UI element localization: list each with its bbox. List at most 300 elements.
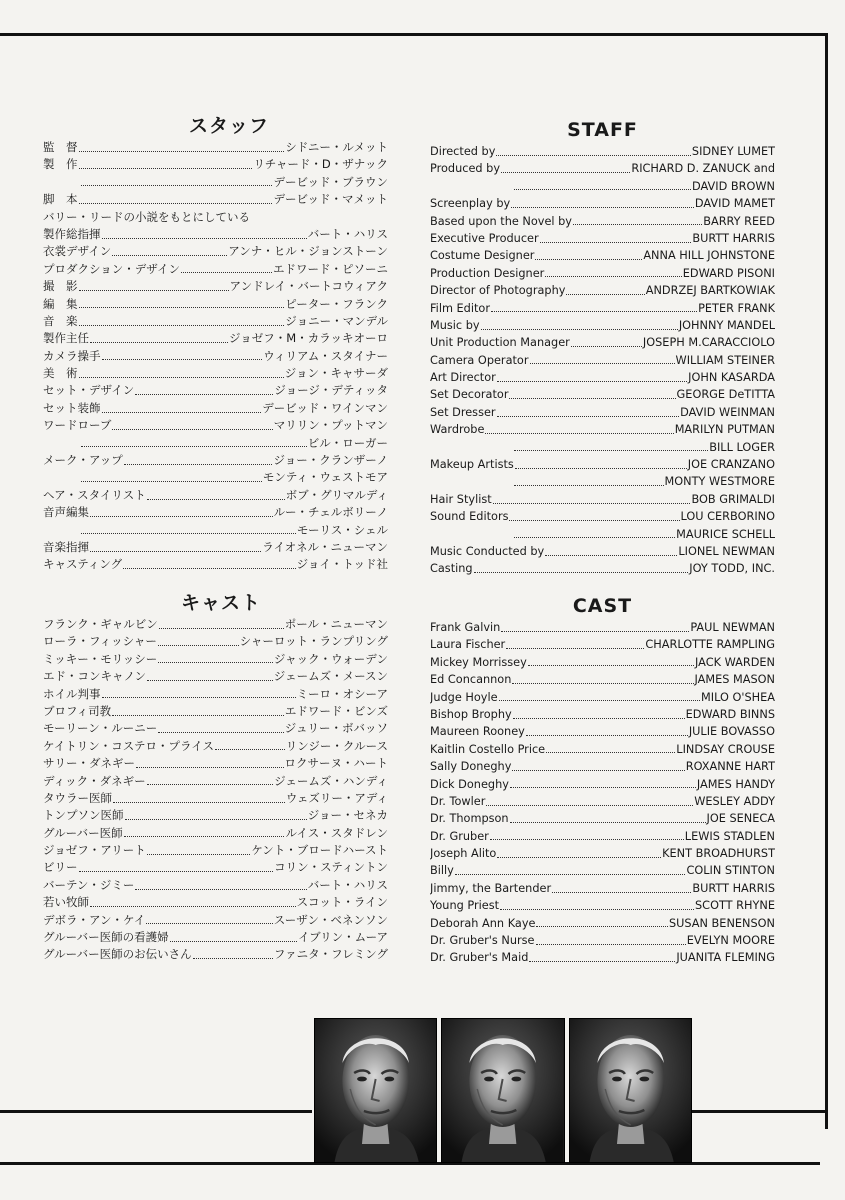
credit-row: [430, 247, 775, 264]
credit-row: [43, 261, 388, 278]
leader-dots: [123, 567, 295, 569]
credit-name: バート・ハリス: [307, 877, 388, 892]
leader-dots: [79, 324, 285, 326]
credit-name: LIONEL NEWMAN: [678, 544, 775, 558]
credit-name: ファニタ・フレミング: [273, 947, 388, 962]
credit-name: ANNA HILL JOHNSTONE: [643, 249, 775, 263]
credit-role: Costume Designer: [430, 249, 535, 263]
credit-role: Kaitlin Costello Price: [430, 742, 546, 756]
leader-dots: [170, 940, 297, 942]
leader-dots: [536, 925, 668, 927]
credit-name: ピーター・フランク: [285, 296, 388, 311]
credit-name: BARRY REED: [703, 214, 775, 228]
credit-name: JULIE BOVASSO: [688, 725, 775, 739]
credit-row: [43, 365, 388, 382]
leader-dots: [490, 838, 684, 840]
leader-dots: [90, 341, 228, 343]
credit-name: SCOTT RHYNE: [695, 899, 775, 913]
credit-role: Art Director: [430, 371, 496, 385]
credit-name: ポール・ニューマン: [284, 617, 388, 631]
credit-row: [43, 296, 388, 313]
credit-role: バリー・リードの小説をもとにしている: [43, 209, 250, 224]
credit-role: ケイトリン・コステロ・プライス: [43, 738, 215, 753]
leader-dots: [193, 957, 273, 959]
staff-jp-list: [43, 139, 388, 574]
leader-dots: [81, 184, 272, 186]
credit-name: ジョイ・トッド社: [296, 557, 388, 572]
cast-jp-heading: キャスト: [181, 592, 262, 614]
credit-role: Ed Concannon: [430, 673, 512, 687]
credit-row: [430, 317, 775, 334]
leader-dots: [147, 679, 273, 681]
credit-row: [430, 689, 775, 706]
leader-dots: [511, 206, 694, 208]
credit-name: モーリス・シェル: [296, 522, 388, 537]
credit-name: COLIN STINTON: [686, 864, 775, 878]
leader-dots: [125, 818, 307, 820]
credit-name: DAVID BROWN: [692, 179, 775, 193]
leader-dots: [112, 254, 227, 256]
leader-dots: [455, 873, 686, 875]
credit-name: DAVID WEINMAN: [680, 405, 775, 419]
credit-name: シャーロット・ランプリング: [239, 634, 388, 649]
leader-dots: [493, 502, 691, 504]
credit-row: [43, 504, 388, 521]
leader-dots: [79, 376, 284, 378]
credit-role: ディック・ダネギー: [43, 773, 146, 788]
credit-role: ワードローブ: [43, 418, 112, 433]
credit-row: [430, 526, 775, 543]
credit-row: [430, 723, 775, 740]
credit-role: 音 楽: [43, 313, 78, 328]
credit-name: JOSEPH M.CARACCIOLO: [642, 336, 775, 350]
staff-jp-heading: スタッフ: [189, 115, 270, 137]
credit-role: Young Priest: [430, 899, 500, 913]
credit-row: [43, 191, 388, 208]
credit-role: Wardrobe: [430, 423, 485, 437]
leader-dots: [146, 922, 273, 924]
staff-en-section: [430, 117, 775, 578]
credit-role: 製 作: [43, 157, 78, 172]
credit-row: [43, 738, 388, 755]
credit-row: [43, 894, 388, 911]
credit-role: Sally Doneghy: [430, 760, 512, 774]
credit-role: 音声編集: [43, 505, 89, 520]
credit-name: リンジー・クルース: [285, 738, 388, 753]
credit-row: [43, 877, 388, 894]
credit-name: ルー・チェルボリーノ: [273, 505, 388, 520]
leader-dots: [536, 943, 686, 945]
leader-dots: [529, 960, 675, 962]
credit-row: [43, 946, 388, 963]
credit-row: [43, 209, 388, 226]
credit-name: ライオネル・ニューマン: [262, 539, 388, 554]
leader-dots: [545, 275, 681, 277]
credit-row: [430, 230, 775, 247]
leader-dots: [81, 445, 307, 447]
credit-role: Film Editor: [430, 301, 490, 315]
credit-name: ジョニー・マンデル: [285, 313, 388, 328]
credit-role: Makeup Artists: [430, 458, 514, 472]
credit-row: [430, 828, 775, 845]
credit-name: JOHN KASARDA: [688, 371, 775, 385]
credit-row: [43, 417, 388, 434]
leader-dots: [485, 432, 673, 434]
credit-name: コリン・スティントン: [274, 860, 388, 875]
credit-role: バーテン・ジミー: [43, 877, 135, 892]
credit-role: Director of Photography: [430, 284, 566, 298]
credit-name: PETER FRANK: [698, 301, 775, 315]
credit-role: Set Dresser: [430, 405, 496, 419]
credit-name: ウィリアム・スタイナー: [263, 348, 388, 363]
leader-dots: [540, 241, 692, 243]
credit-role: Bishop Brophy: [430, 707, 512, 721]
credit-row: [43, 348, 388, 365]
credit-role: Based upon the Novel by: [430, 214, 572, 228]
leader-dots: [571, 345, 642, 347]
credit-row: [430, 636, 775, 653]
leader-dots: [113, 801, 285, 803]
credit-name: JACK WARDEN: [695, 655, 775, 669]
credit-role: カメラ操手: [43, 348, 101, 363]
credit-row: [430, 178, 775, 195]
credit-row: [430, 758, 775, 775]
leader-dots: [486, 804, 693, 806]
credit-role: ブロフィ司教: [43, 703, 112, 718]
credit-role: トンプソン医師: [43, 808, 124, 823]
leader-dots: [79, 289, 229, 291]
credit-row: [430, 706, 775, 723]
credit-role: ヘア・スタイリスト: [43, 487, 146, 502]
credit-role: 衣裳デザイン: [43, 244, 112, 259]
leader-dots: [515, 467, 687, 469]
leader-dots: [573, 223, 702, 225]
credit-name: デービッド・マメット: [273, 192, 388, 207]
credit-name: ジュリー・ボバッソ: [284, 721, 388, 736]
leader-dots: [102, 358, 263, 360]
credit-row: [43, 435, 388, 452]
leader-dots: [147, 783, 274, 785]
portrait-photo-1: [314, 1018, 437, 1163]
credit-name: RICHARD D. ZANUCK and: [631, 162, 775, 176]
leader-dots: [90, 905, 296, 907]
credit-role: グルーバー医師のお伝いさん: [43, 947, 192, 962]
credit-row: [43, 633, 388, 650]
credit-name: バート・ハリス: [307, 226, 388, 241]
leader-dots: [79, 306, 285, 308]
credit-name: イブリン・ムーア: [297, 930, 388, 945]
credit-row: [430, 793, 775, 810]
credit-name: MARILYN PUTMAN: [674, 423, 775, 437]
credit-name: MILO O'SHEA: [701, 690, 775, 704]
credit-role: 美 術: [43, 366, 78, 381]
credit-row: [430, 862, 775, 879]
credit-role: サリー・ダネギー: [43, 756, 135, 771]
credit-role: Dr. Thompson: [430, 812, 509, 826]
credit-name: WESLEY ADDY: [694, 794, 775, 808]
leader-dots: [79, 150, 285, 152]
credit-name: DAVID MAMET: [694, 197, 775, 211]
leader-dots: [500, 908, 694, 910]
leader-dots: [112, 714, 284, 716]
credit-name: ケント・ブロードハースト: [251, 843, 388, 858]
leader-dots: [512, 682, 693, 684]
credit-name: SIDNEY LUMET: [691, 145, 775, 158]
credit-name: アンナ・ヒル・ジョンストーン: [228, 244, 388, 259]
leader-dots: [474, 571, 689, 573]
leader-dots: [124, 463, 273, 465]
credit-role: 撮 影: [43, 279, 78, 294]
credit-role: ビリー: [43, 860, 78, 875]
credit-role: Music Conducted by: [430, 544, 545, 558]
leader-dots: [90, 550, 261, 552]
credit-row: [430, 300, 775, 317]
credit-name: エドワード・ピソーニ: [273, 261, 388, 276]
credit-name: ジョー・クランザーノ: [273, 453, 388, 468]
credit-name: BILL LOGER: [709, 440, 775, 454]
credit-row: [430, 897, 775, 914]
credit-role: タウラー医師: [43, 790, 112, 805]
credit-name: JUANITA FLEMING: [676, 951, 775, 965]
credit-row: [43, 807, 388, 824]
credit-name: ジェームズ・メースン: [273, 669, 388, 684]
leader-dots: [79, 202, 273, 204]
credit-row: [430, 195, 775, 212]
credit-role: Dr. Gruber: [430, 829, 489, 843]
leader-dots: [514, 188, 691, 190]
credit-row: [430, 160, 775, 177]
credit-row: [430, 880, 775, 897]
credit-row: [43, 790, 388, 807]
credit-row: [43, 842, 388, 859]
credit-name: MONTY WESTMORE: [664, 475, 775, 489]
credit-row: [430, 845, 775, 862]
leader-dots: [510, 821, 706, 823]
credit-row: [430, 473, 775, 490]
leader-dots: [546, 751, 675, 753]
credit-name: ジョージ・デティッタ: [274, 383, 388, 398]
leader-dots: [181, 271, 272, 273]
credit-role: Produced by: [430, 162, 501, 176]
credit-role: Deborah Ann Kaye: [430, 916, 536, 930]
credit-row: [43, 382, 388, 399]
credit-name: ビル・ローガー: [307, 435, 388, 450]
portrait-photo-3: [569, 1018, 692, 1163]
credit-row: [43, 668, 388, 685]
portrait-photo-icon: [442, 1019, 563, 1162]
credit-role: Unit Production Manager: [430, 336, 570, 350]
credit-role: Dr. Gruber's Maid: [430, 951, 529, 965]
leader-dots: [512, 769, 684, 771]
credit-name: ウェズリー・アディ: [285, 790, 388, 805]
credit-name: JOHNNY MANDEL: [678, 318, 775, 332]
credit-role: Joseph Alito: [430, 847, 497, 861]
credit-name: KENT BROADHURST: [662, 847, 775, 861]
credit-role: プロダクション・デザイン: [43, 261, 180, 276]
credit-row: [430, 421, 775, 438]
credit-role: セット・デザイン: [43, 383, 135, 398]
credit-row: [430, 265, 775, 282]
credit-name: マリリン・プットマン: [273, 418, 388, 433]
credit-role: 脚 本: [43, 192, 78, 207]
credit-row: [43, 686, 388, 703]
credit-row: [430, 543, 775, 560]
leader-dots: [158, 731, 283, 733]
credit-row: [43, 487, 388, 504]
credit-row: [43, 226, 388, 243]
leader-dots: [545, 554, 677, 556]
credit-row: [43, 174, 388, 191]
credit-name: BURTT HARRIS: [692, 231, 775, 245]
leader-dots: [509, 397, 675, 399]
credit-name: JOE CRANZANO: [687, 458, 775, 472]
leader-dots: [566, 293, 644, 295]
credit-name: ジャック・ウォーデン: [273, 651, 388, 666]
credit-role: ジョゼフ・アリート: [43, 843, 146, 858]
leader-dots: [526, 734, 688, 736]
leader-dots: [147, 498, 285, 500]
credit-name: EDWARD BINNS: [685, 707, 775, 721]
credit-row: [43, 859, 388, 876]
credit-row: [43, 773, 388, 790]
credit-name: MAURICE SCHELL: [676, 527, 775, 541]
leader-dots: [481, 328, 678, 330]
frame-rule-bottom-left: [0, 1110, 312, 1113]
credit-name: JOE SENECA: [706, 812, 775, 826]
frame-rule-bottom-right: [690, 1110, 828, 1113]
credit-role: Set Decorator: [430, 388, 509, 402]
cast-en-section: [430, 593, 775, 967]
credit-role: Laura Fischer: [430, 638, 506, 652]
credit-role: Jimmy, the Bartender: [430, 881, 552, 895]
credit-row: [43, 313, 388, 330]
leader-dots: [124, 835, 285, 837]
credit-role: Dick Doneghy: [430, 777, 509, 791]
leader-dots: [81, 532, 296, 534]
leader-dots: [535, 258, 642, 260]
leader-dots: [514, 484, 664, 486]
credit-role: 監 督: [43, 140, 78, 154]
credit-row: [43, 452, 388, 469]
credit-row: [430, 560, 775, 577]
credit-row: [43, 703, 388, 720]
credit-name: JAMES HANDY: [696, 777, 775, 791]
credit-row: [43, 522, 388, 539]
leader-dots: [497, 380, 687, 382]
leader-dots: [530, 362, 675, 364]
credit-name: SUSAN BENENSON: [668, 916, 775, 930]
credit-row: [430, 508, 775, 525]
credit-name: ジョゼフ・M・カラッキオーロ: [229, 331, 388, 346]
leader-dots: [501, 171, 630, 173]
credit-row: [43, 539, 388, 556]
credit-role: Sound Editors: [430, 510, 509, 524]
credit-row: [430, 491, 775, 508]
credit-name: モンティ・ウェストモア: [262, 470, 388, 485]
leader-dots: [112, 428, 272, 430]
credit-name: デービッド・ブラウン: [273, 174, 388, 189]
cast-en-heading: CAST: [572, 595, 633, 617]
credit-name: スコット・ライン: [296, 895, 388, 910]
credit-name: リチャード・D・ザナック: [253, 157, 388, 172]
credit-role: Music by: [430, 318, 480, 332]
credit-name: GEORGE DeTITTA: [676, 388, 775, 402]
credit-name: CHARLOTTE RAMPLING: [645, 638, 775, 652]
cast-jp-list: [43, 616, 388, 964]
leader-dots: [552, 891, 691, 893]
leader-dots: [499, 699, 700, 701]
leader-dots: [514, 536, 675, 538]
leader-dots: [509, 519, 679, 521]
credit-row: [430, 810, 775, 827]
portrait-photo-icon: [315, 1019, 436, 1162]
leader-dots: [102, 696, 296, 698]
frame-rule-top: [0, 33, 828, 36]
credit-name: JAMES MASON: [694, 673, 775, 687]
credit-row: [430, 143, 775, 160]
credit-name: シドニー・ルメット: [285, 140, 388, 154]
leader-dots: [81, 480, 262, 482]
credit-row: [430, 282, 775, 299]
leader-dots: [510, 786, 696, 788]
credit-row: [43, 755, 388, 772]
credit-row: [430, 776, 775, 793]
credit-role: Production Designer: [430, 266, 545, 280]
credit-name: ボブ・グリマルディ: [285, 487, 388, 502]
credit-role: Mickey Morrissey: [430, 655, 527, 669]
credit-name: ミーロ・オシーア: [296, 686, 388, 701]
credit-row: [430, 386, 775, 403]
cast-jp-section: [43, 590, 388, 964]
credit-row: [43, 156, 388, 173]
credit-row: [430, 334, 775, 351]
leader-dots: [491, 310, 697, 312]
credit-role: 若い牧師: [43, 895, 89, 910]
leader-dots: [497, 415, 680, 417]
credit-role: Executive Producer: [430, 231, 539, 245]
credit-row: [43, 400, 388, 417]
portrait-photo-2: [441, 1018, 564, 1163]
credit-name: ロクサーヌ・ハート: [284, 756, 388, 771]
leader-dots: [514, 449, 708, 451]
credit-role: エド・コンキャノン: [43, 669, 147, 684]
credit-name: BOB GRIMALDI: [691, 492, 775, 506]
portrait-photo-icon: [570, 1019, 691, 1162]
credit-row: [43, 469, 388, 486]
frame-rule-right: [825, 33, 828, 1129]
leader-dots: [158, 661, 273, 663]
credit-name: EDWARD PISONI: [682, 266, 775, 280]
leader-dots: [136, 766, 284, 768]
leader-dots: [497, 856, 661, 858]
credit-role: 製作主任: [43, 331, 89, 346]
credit-row: [430, 369, 775, 386]
credit-name: デービッド・ワインマン: [262, 400, 388, 415]
leader-dots: [135, 888, 306, 890]
credit-row: [430, 439, 775, 456]
credit-row: [430, 456, 775, 473]
credit-row: [430, 352, 775, 369]
credit-role: Screenplay by: [430, 197, 511, 211]
credit-role: Frank Galvin: [430, 621, 501, 634]
credit-row: [43, 330, 388, 347]
credit-name: エドワード・ビンズ: [284, 703, 388, 718]
leader-dots: [135, 393, 273, 395]
credit-name: ジョー・セネカ: [307, 808, 388, 823]
credit-role: グルーバー医師の看護婦: [43, 930, 169, 945]
leader-dots: [90, 515, 273, 517]
credit-row: [43, 278, 388, 295]
